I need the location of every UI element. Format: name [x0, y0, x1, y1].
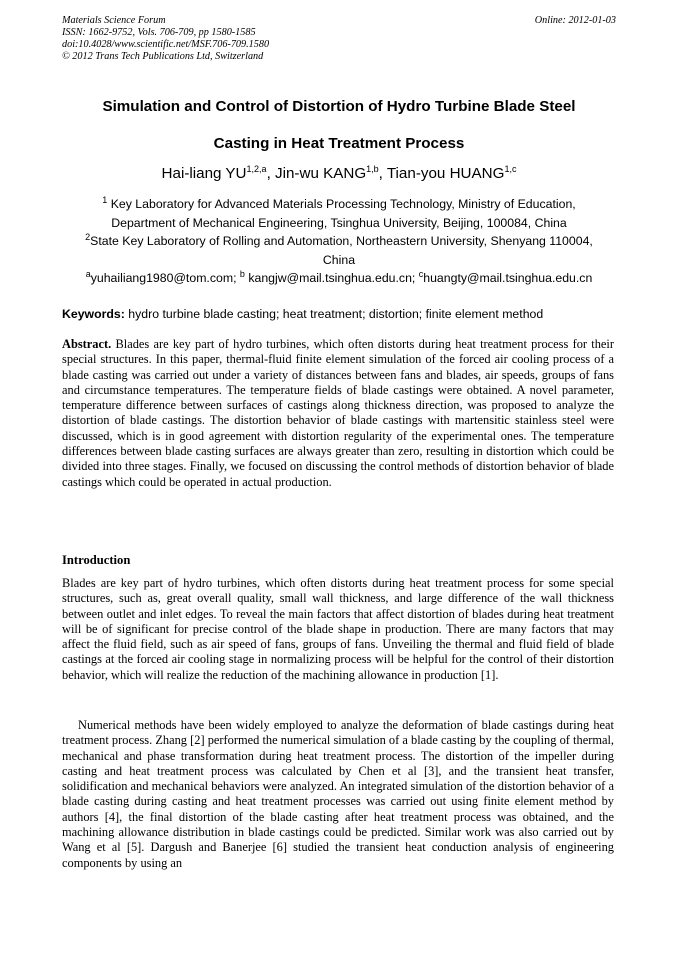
paper-title [62, 88, 616, 162]
abstract [62, 337, 614, 490]
abstract-label: Abstract. [62, 337, 112, 351]
author-1: Hai-liang YU [161, 165, 247, 182]
doi-line: doi:10.4028/www.scientific.net/MSF.706-709.1580 [62, 39, 270, 50]
affiliation-2-text: State Key Laboratory of Rolling and Automation, Northeastern University, Shenyang 110004, [90, 234, 593, 248]
affiliations [62, 195, 616, 288]
email-c-sup: c [418, 268, 424, 279]
section-heading-introduction: Introduction [62, 553, 131, 567]
copyright-line: © 2012 Trans Tech Publications Ltd, Switzerland [62, 51, 264, 62]
affiliation-2-line-2: China [322, 252, 356, 267]
email-c[interactable]: huangty@mail.tsinghua.edu.cn [423, 271, 593, 285]
journal-header [62, 15, 269, 63]
keywords [62, 306, 616, 322]
issn-line: ISSN: 1662-9752, Vols. 706-709, pp 1580-1585 [62, 27, 256, 38]
author-3: , Tian-you HUANG [378, 165, 505, 182]
author-1-sup: 1,2,a [246, 163, 267, 174]
affiliation-1-line-2: Department of Mechanical Engineering, Tsinghua University, Beijing, 100084, China [111, 215, 567, 230]
email-line [62, 269, 616, 288]
author-list [62, 165, 616, 182]
online-date: Online: 2012-01-03 [534, 15, 616, 26]
affiliation-2-line-1 [62, 232, 616, 251]
intro-paragraph-1: Blades are key part of hydro turbines, which often distorts during heat treatment process for some special structures, such as, great overall quality, small wall thickness, and large difference of the wall thickness between outlet and inlet edges. To reveal the main factors that affect distortion of blades during heat treatment will be of significant for precise control of the blade shape in production. There are many factors that may affect the fluid field, such as air speed of fans, groups of fans. Unveiling the thermal and fluid field of blade castings at the forced air cooling stage in normalizing process will be helpful for the control of their distortion behavior, which will realize the reduction of the machining allowance in production [1]. [62, 576, 614, 682]
affiliation-2-sup: 2 [85, 231, 91, 242]
affiliation-1-sup: 1 [102, 194, 108, 205]
title-line-1: Simulation and Control of Distortion of Hydro Turbine Blade Steel [102, 98, 576, 115]
intro-paragraph-2: Numerical methods have been widely employed to analyze the deformation of blade castings during heat treatment process. Zhang [2] performed the numerical simulation of a blade casting by the coupling of thermal, mechanical and phase transformation during heat treatment process. The distortion of the impeller during casting and heat treatment process was calculated by Chen et al [3], and the transient heat transfer, solidification and mechanical behaviors were analyzed. An integrated simulation of the distortion behavior of a blade casting during casting and heat treatment processes was carried out using finite element method by authors [4], the final distortion of the blade casting after heat treatment process was obtained, and the machining allowance distribution in blade castings could be predicted. Similar work was also carried out by Wang et al [5]. Dargush and Banerjee [6] studied the transient heat conduction analysis of engineering components by using an [62, 718, 614, 870]
author-2: , Jin-wu KANG [266, 165, 367, 182]
email-b-sup: b [239, 268, 245, 279]
author-3-sup: 1,c [504, 163, 517, 174]
keywords-text: hydro turbine blade casting; heat treatment; distortion; finite element method [124, 307, 544, 321]
email-a-sup: a [85, 268, 91, 279]
journal-name: Materials Science Forum [62, 15, 166, 26]
affiliation-1-line-1 [62, 195, 616, 214]
affiliation-1-text: Key Laboratory for Advanced Materials Processing Technology, Ministry of Education, [107, 197, 576, 211]
email-a[interactable]: yuhailiang1980@tom.com; [90, 271, 240, 285]
keywords-label: Keywords: [62, 307, 125, 321]
author-2-sup: 1,b [366, 163, 379, 174]
abstract-text: Blades are key part of hydro turbines, which often distorts during heat treatment process for their special structures. In this paper, thermal-fluid finite element simulation of the forced air cooling process of a blade casting was carried out under a variety of distances between fans and blades, air speeds, groups of fans and circumstance temperatures. The temperature fields of blade castings were obtained. A novel parameter, temperature difference between surfaces of castings along thickness direction, was proposed to analyze the distortion of blade castings. The distortion behavior of blade castings with martensitic stainless steel were discussed, which is in good agreement with distortion regularity of the experimental ones. The temperature differences between blade casting surfaces are always greater than zero, resulting in distortion which could be divided into three stages. Finally, we focused on discussing the control methods of distortion behavior of blade castings which could be operated in actual production. [62, 337, 614, 489]
title-line-2: Casting in Heat Treatment Process [213, 135, 465, 152]
email-b[interactable]: kangjw@mail.tsinghua.edu.cn; [244, 271, 419, 285]
